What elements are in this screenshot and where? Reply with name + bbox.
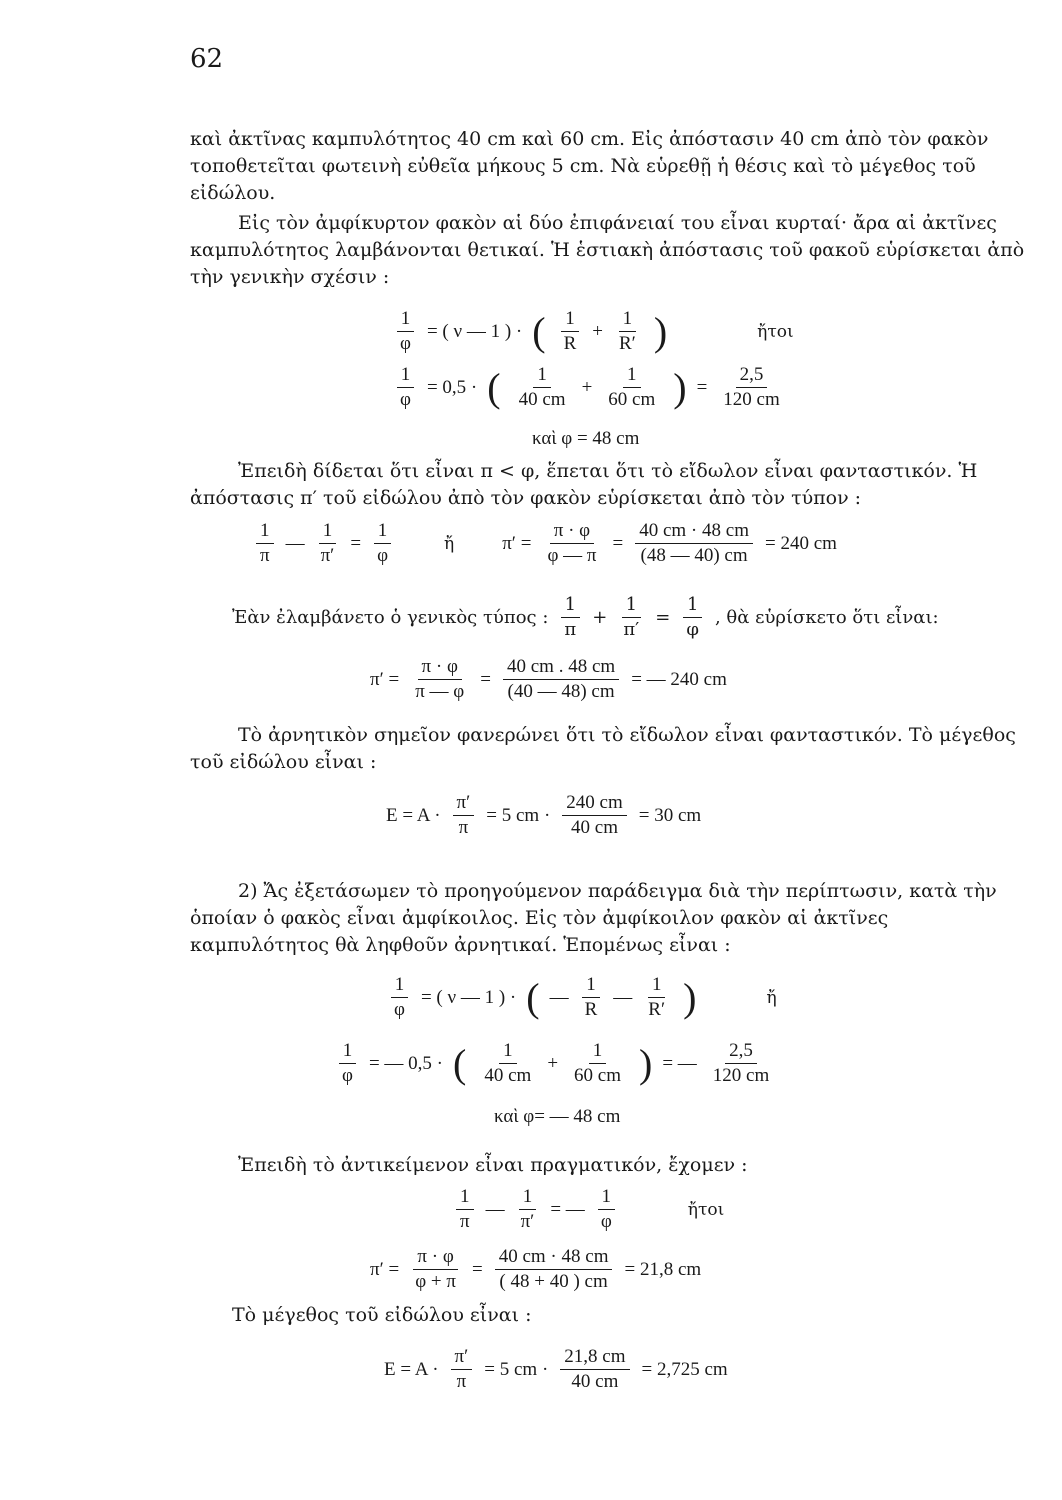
negative-sign-paragraph: Τὸ ἀρνητικὸν σημεῖον φανερώνει ὅτι τὸ εἴδωλον εἶναι φανταστικόν. Τὸ μέγεθος τοῦ εἰδώλου εἶναι :	[190, 724, 1016, 773]
equation-lensmaker: $\frac{1}{\varphi}$ = ( ν — 1 ) · ( $\frac{1}{R}$ + $\frac{1}{R'}$ ) ἤτοι	[392, 308, 794, 355]
intro-paragraph: καὶ ἀκτῖνας καμπυλότητος 40 cm καὶ 60 cm. Εἰς ἀπόστασιν 40 cm ἀπὸ τὸν φακὸν τοποθετεῖται φωτεινὴ εὐθεῖα μήκους 5 cm. Νὰ εὑρεθῇ ἡ θέσις καὶ τὸ μέγεθος τοῦ εἰδώλου.	[190, 128, 989, 204]
convex-lens-paragraph: Εἰς τὸν ἀμφίκυρτον φακὸν αἱ δύο ἐπιφάνειαί του εἶναι κυρταί· ἄρα αἱ ἀκτῖνες καμπυλότητος λαμβάνονται θετικαί. Ἡ ἑστιακὴ ἀπόστασις τοῦ φακοῦ εὑρίσκεται ἀπὸ τὴν γενικὴν σχέσιν :	[190, 212, 1025, 288]
equation-concave-image-distance: $\frac{1}{\pi}$ — $\frac{1}{\pi'}$ = — $\frac{1}{\varphi}$ ἤτοι	[452, 1186, 724, 1233]
equation-focal-calc: $\frac{1}{\varphi}$ = 0,5 · ( $\frac{1}{40 cm}$ + $\frac{1}{60 cm}$ ) = $\frac{2,5}{120 cm}$	[392, 364, 788, 411]
equation-image-distance-general: π′ = $\frac{\pi \cdot \varphi}{\pi — \varphi}$ = $\frac{40 cm . 48 cm}{(40 — 48) cm}$ = — 240 cm	[370, 656, 727, 702]
fraction-1-phi: $\frac{1}{\varphi}$	[396, 308, 415, 355]
equation-concave-image-size: E = A · $\frac{\pi'}{\pi}$ = 5 cm · $\frac{21,8 cm}{40 cm}$ = 2,725 cm	[384, 1346, 728, 1392]
real-object-paragraph: Ἐπειδὴ τὸ ἀντικείμενον εἶναι πραγματικόν, ἔχομεν :	[238, 1154, 748, 1176]
virtual-image-paragraph: Ἐπειδὴ δίδεται ὅτι εἶναι π < φ, ἕπεται ὅτι τὸ εἴδωλον εἶναι φανταστικόν. Ἡ ἀπόστασις π′ τοῦ εἰδώλου ἀπὸ τὸν φακὸν εὑρίσκεται ἀπὸ τὸν τύπον :	[190, 460, 978, 509]
equation-phi-value: καὶ φ = 48 cm	[532, 428, 640, 449]
equation-image-size: E = A · $\frac{\pi'}{\pi}$ = 5 cm · $\frac{240 cm}{40 cm}$ = 30 cm	[386, 792, 702, 838]
concave-lens-paragraph: 2) Ἄς ἐξετάσωμεν τὸ προηγούμενον παράδειγμα διὰ τὴν περίπτωσιν, κατὰ τὴν ὁποίαν ὁ φακὸς εἶναι ἀμφίκοιλος. Εἰς τὸν ἀμφίκοιλον φακὸν αἱ ἀκτῖνες καμπυλότητος θὰ ληφθοῦν ἀρνητικαί. Ἑπομένως εἶναι :	[190, 880, 997, 956]
general-formula-line: Ἐὰν ἐλαμβάνετο ὁ γενικὸς τύπος : $\frac{1}{\pi}$ + $\frac{1}{\pi'}$ = $\frac{1}{\varphi}$ , θὰ εὑρίσκετο ὅτι εἶναι:	[232, 594, 939, 640]
equation-concave-lensmaker: $\frac{1}{\varphi}$ = ( ν — 1 ) · ( — $\frac{1}{R}$ — $\frac{1}{R'}$ ) ἤ	[386, 974, 777, 1021]
equation-concave-focal-calc: $\frac{1}{\varphi}$ = — 0,5 · ( $\frac{1}{40 cm}$ + $\frac{1}{60 cm}$ ) = — $\frac{2,5}{120 cm}$	[334, 1040, 777, 1087]
image-size-paragraph: Τὸ μέγεθος τοῦ εἰδώλου εἶναι :	[232, 1304, 532, 1326]
equation-concave-phi-value: καὶ φ= — 48 cm	[494, 1106, 621, 1127]
equation-image-distance: $\frac{1}{\pi}$ — $\frac{1}{\pi'}$ = $\frac{1}{\varphi}$ ἤ π′ = $\frac{\pi \cdot \varphi}{\varphi — \pi}$ = $\frac{40 cm \cdot 48 cm}{(48 — 40) cm}$ = 240 cm	[252, 520, 837, 567]
equation-concave-image-distance-calc: π′ = $\frac{\pi \cdot \varphi}{\varphi + \pi}$ = $\frac{40 cm \cdot 48 cm}{( 48 + 40 ) cm}$ = 21,8 cm	[370, 1246, 702, 1292]
page-number: 62	[190, 44, 224, 74]
